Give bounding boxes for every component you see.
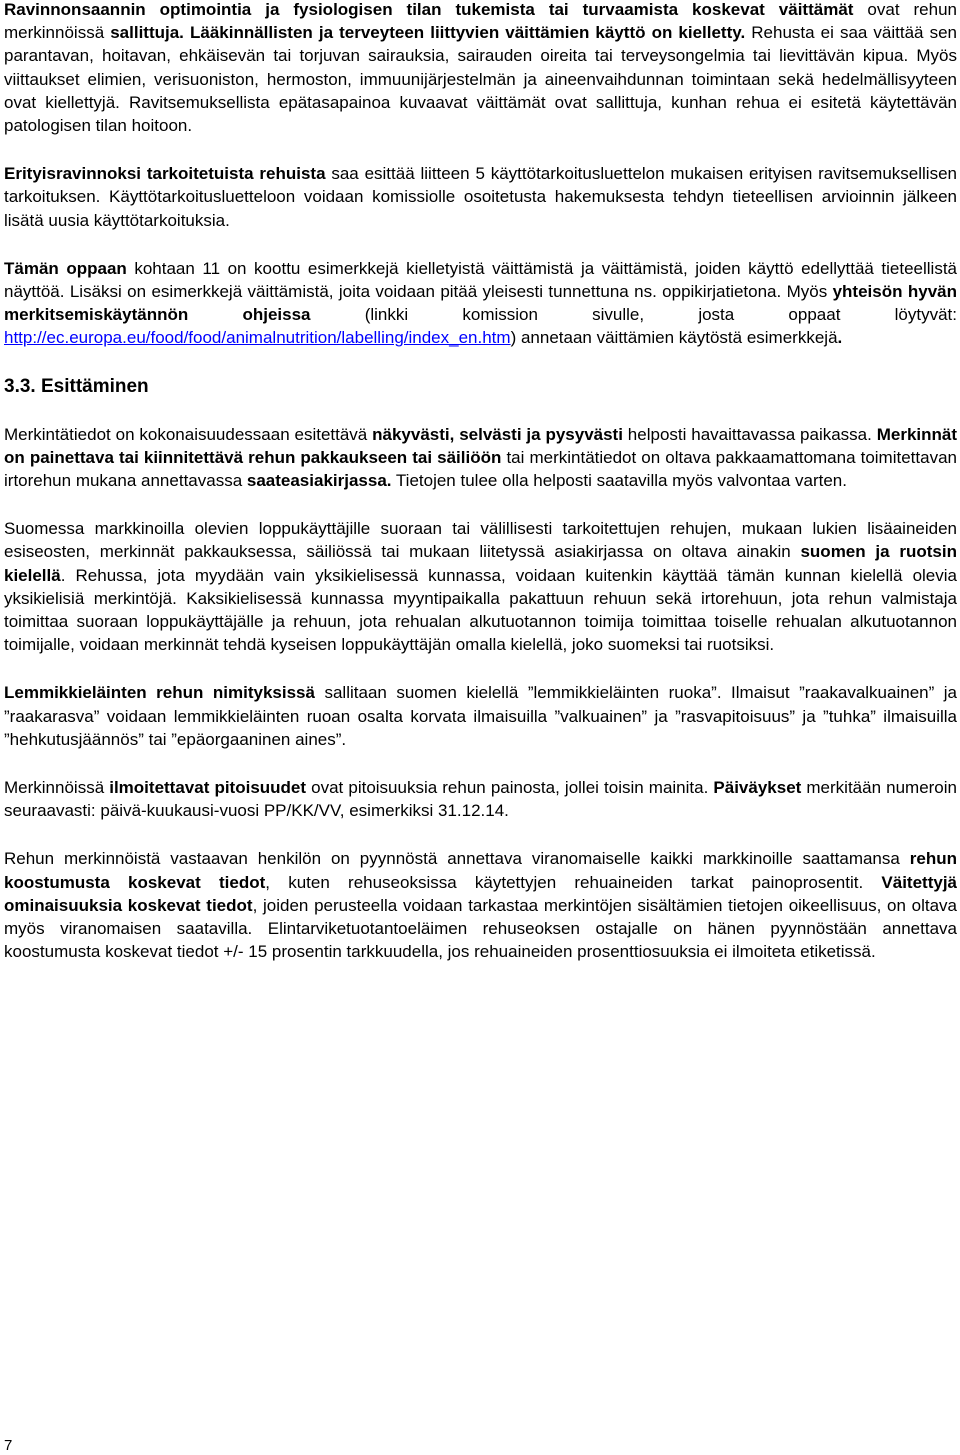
text-run: Merkintätiedot on kokonaisuudessaan esitettävä: [4, 424, 373, 444]
paragraph-pet-food-names: [4, 681, 957, 751]
paragraph-presentation: [4, 423, 957, 493]
bold-phrase: Tämän oppaan: [4, 258, 127, 278]
bold-phrase: rehun koostumusta koskevat tiedot: [4, 849, 957, 892]
bold-phrase: yhteisön hyvän merkitsemiskäytännön ohjeissa: [4, 282, 957, 325]
bold-phrase: Lääkinnällisten ja terveyteen liittyvien väittämien käyttö on kielletty.: [189, 23, 746, 43]
text-run: saa esittää liitteen 5 käyttötarkoitusluettelon mukaisen erityisen ravitsemuksellisen tarkoituksen. Käyttötarkoitusluetteloon voidaan komissiolle osoitetusta hakemuksesta tehdyn tieteellisen arvioinnin jälkeen lisätä uusia käyttötarkoituksia.: [4, 164, 957, 230]
bold-phrase: saateasiakirjassa.: [246, 471, 392, 491]
bold-phrase: ilmoitettavat pitoisuudet: [109, 778, 307, 798]
text-run: (linkki komission sivulle, josta oppaat löytyvät:: [310, 305, 957, 325]
text-run: sallitaan suomen kielellä ”lemmikkieläinten ruoka”. Ilmaisut ”raakavalkuainen” ja ”raakarasva” voidaan lemmikkieläinten ruoan osalta korvata ilmaisuilla ”valkuainen” ja ”rasvapitoisuus” ja ”tuhka” ilmaisuilla ”hehkutusjäännös” tai ”epäorgaaninen aines”.: [4, 683, 957, 749]
text-run: . Rehussa, jota myydään vain yksikielisessä kunnassa, voidaan kuitenkin käyttää tämän kunnan kielellä olevia yksikielisiä merkintöjä. Kaksikielisessä kunnassa myyntipaikalla pakattuun rehuun sekä irtorehuun, jota rehun valmistaja toimittaa suoraan loppukäyttäjälle ja rehuun, jota rehualan alkutuotannon toimija toimittaa toiselle rehualan alkutuotannon toimijalle, voidaan merkinnät tehdä kyseisen loppukäyttäjän omalla kielellä, joko suomeksi tai ruotsiksi.: [4, 565, 957, 655]
bold-phrase: .: [837, 328, 843, 348]
paragraph-special-feeds: [4, 162, 957, 232]
text-run: Suomessa markkinoilla olevien loppukäyttäjille suoraan tai välillisesti tarkoitettujen rehujen, mukaan lukien lisäaineiden esiseosten, merkinnät pakkauksessa, säiliössä tai mukaan liitetyssä asiakirjassa on oltava ainakin: [4, 519, 957, 562]
text-run: ovat rehun merkinnöissä: [4, 0, 958, 43]
paragraph-languages: [4, 517, 957, 656]
bold-phrase: Väitettyjä ominaisuuksia koskevat tiedot: [4, 872, 957, 915]
text-run: merkitään numeroin seuraavasti: päivä-kuukausi-vuosi PP/KK/VV, esimerkiksi 31.12.14.: [4, 778, 957, 821]
text-run: Tietojen tulee olla helposti saatavilla myös valvontaa varten.: [391, 471, 847, 491]
text-run: Merkinnöissä: [4, 778, 110, 798]
bold-phrase: Merkinnät on painettava tai kiinnitettävä rehun pakkaukseen tai säiliöön: [4, 424, 958, 467]
text-run: Rehusta ei saa väittää sen parantavan, hoitavan, ehkäisevän tai torjuvan sairauksia, sairauden oireita tai terveysongelmia tai lievittävän kipua. Myös viittaukset elimien, verisuoniston, hermoston, immuunijärjestelmän ja aineenvaihdunnan toimintaan sekä hedelmällisyyteen ovat kiellettyjä. Ravitsemuksellista epätasapainoa kuvaavat väittämät ovat sallittuja, kunhan rehua ei esitetä käytettävän patologisen tilan hoitoon.: [4, 23, 957, 136]
text-run: helposti havaittavassa paikassa.: [622, 424, 877, 444]
text-run: kohtaan 11 on koottu esimerkkejä kielletyistä väittämistä ja väittämistä, joiden käyttö edellyttää tieteellistä näyttöä. Lisäksi on esimerkkejä väittämistä, joita voidaan pitää yleisesti tunnettuna ns. oppikirjatietona. Myös: [4, 258, 957, 302]
bold-phrase: Erityisravinnoksi tarkoitetuista rehuista: [4, 164, 326, 184]
commission-guide-link[interactable]: http://ec.europa.eu/food/food/animalnutrition/labelling/index_en.htm: [4, 328, 511, 348]
text-run: ovat pitoisuuksia rehun painosta, jollei toisin mainita.: [306, 778, 714, 798]
bold-phrase: sallittuja.: [110, 23, 184, 43]
paragraph-claims: [4, 0, 957, 137]
paragraph-guide-examples: [4, 257, 957, 350]
text-run: Rehun merkinnöistä vastaavan henkilön on pyynnöstä annettava viranomaiselle kaikki markkinoille saattamansa: [4, 849, 910, 869]
text-run: ) annetaan väittämien käytöstä esimerkkejä: [510, 328, 838, 348]
text-run: , kuten rehuseoksissa käytettyjen rehuaineiden tarkat painoprosentit.: [265, 872, 882, 892]
document-page: [4, 0, 957, 989]
section-heading: 3.3. Esittäminen: [4, 375, 149, 397]
text-run: , joiden perusteella voidaan tarkastaa merkintöjen sisältämien tietojen oikeellisuus, on oltava myös viranomaisen saatavilla. Elintarviketuotantoeläimen rehuseoksen ostajalle on hänen pyynnöstään annettava koostumusta koskevat tiedot +/- 15 prosentin tarkkuudella, jos rehuaineiden prosenttiosuuksia ei ilmoiteta etiketissä.: [4, 895, 957, 962]
bold-phrase: näkyvästi, selvästi ja pysyvästi: [372, 424, 623, 444]
bold-phrase: suomen ja ruotsin kielellä: [4, 542, 957, 585]
paragraph-composition-info: [4, 847, 957, 963]
text-run: tai merkintätiedot on oltava pakkaamattomana toimitettavan irtorehun mukana annettavassa: [4, 447, 957, 491]
page-number: 7: [4, 1437, 13, 1454]
bold-phrase: Ravinnonsaannin optimointia ja fysiologisen tilan tukemista tai turvaamista koskevat väittämät: [4, 0, 854, 19]
bold-phrase: Päiväykset: [713, 778, 802, 798]
paragraph-contents-dates: [4, 776, 957, 822]
bold-phrase: Lemmikkieläinten rehun nimityksissä: [4, 683, 315, 703]
